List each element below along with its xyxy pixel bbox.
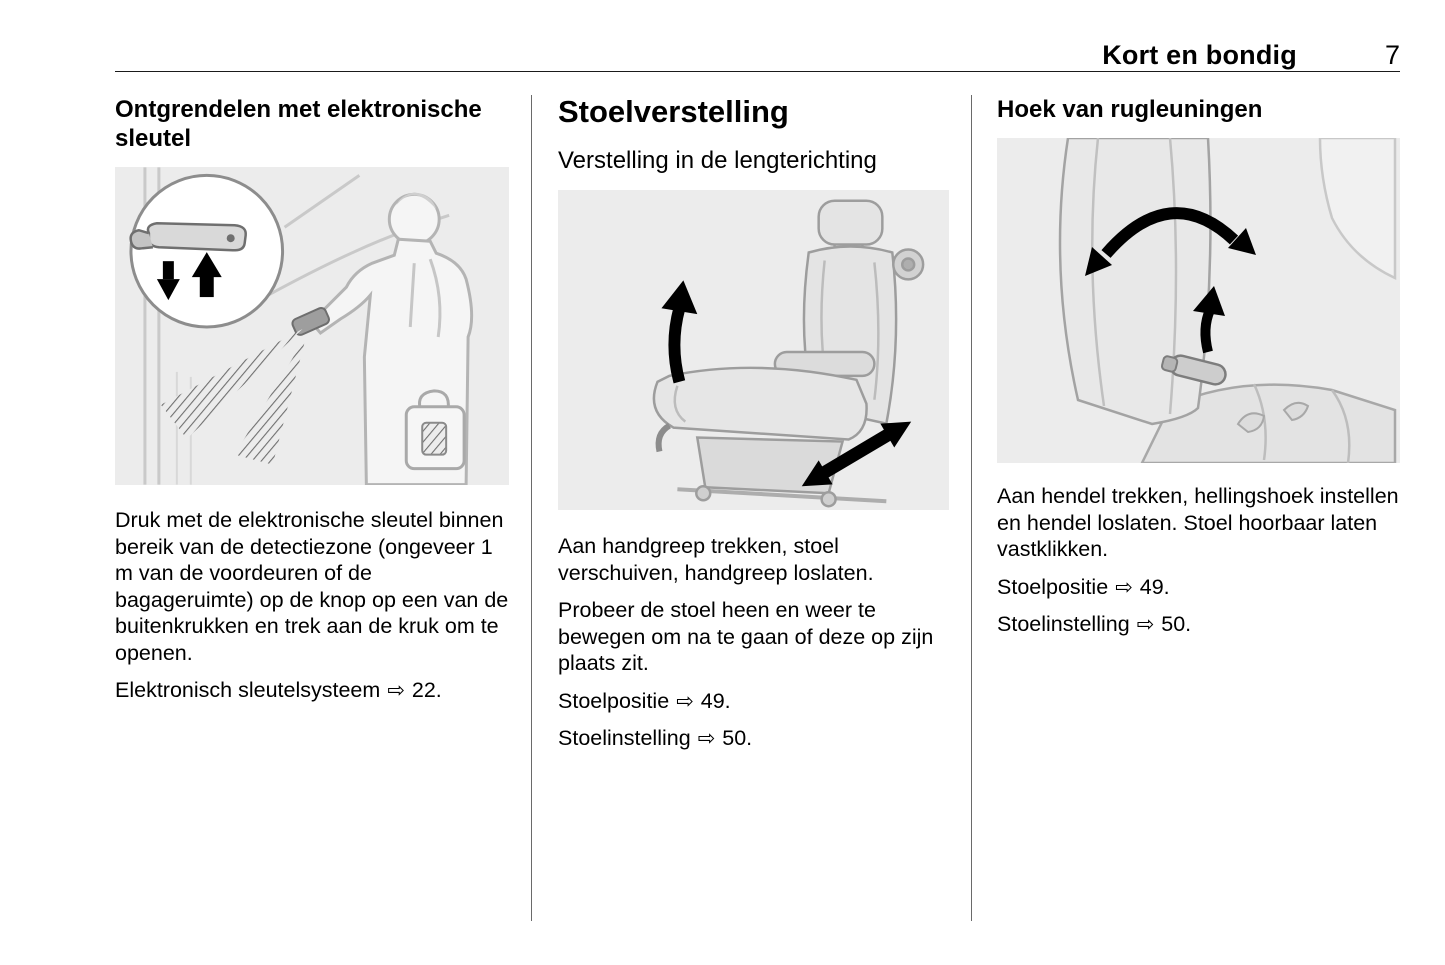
electronic-key-unlock-illustration [115, 167, 509, 485]
door-handle-inset [131, 175, 283, 327]
seat-longitudinal-svg [558, 190, 949, 510]
page-header [115, 40, 1400, 71]
page-reference: Stoelpositie ⇨ 49. [558, 688, 731, 713]
content-columns [115, 95, 1400, 921]
column-seat-adjustment [532, 95, 972, 921]
reference-arrow-icon: ⇨ [676, 689, 694, 713]
backrest [1060, 138, 1210, 424]
column-heading: Hoek van rugleuningen [997, 96, 1263, 123]
paragraph: Probeer de stoel heen en weer te bewegen om na te gaan of deze op zijn plaats zit. [558, 598, 934, 676]
section-heading: Stoelverstelling [558, 94, 789, 129]
column-unlock-electronic-key [115, 95, 532, 921]
electronic-key-unlock-svg [115, 167, 509, 485]
backrest-angle-illustration [997, 138, 1400, 463]
page-number: 7 [1384, 40, 1400, 70]
page-reference: Stoelinstelling ⇨ 50. [558, 725, 753, 750]
paragraph: Aan handgreep trekken, stoel verschuiven, handgreep loslaten. [558, 534, 874, 585]
page-reference: Stoelpositie ⇨ 49. [997, 574, 1170, 599]
reference-arrow-icon: ⇨ [1136, 612, 1155, 636]
seat-longitudinal-adjustment-illustration [558, 190, 949, 510]
reference-arrow-icon: ⇨ [387, 679, 405, 703]
paragraph: Druk met de elektronische sleutel binnen bereik van de detectiezone (ongeveer 1 m van de voordeuren of de bagageruimte) op de knop op een van de buitenkrukken en trek aan de kruk om te openen. [115, 508, 509, 665]
reference-arrow-icon: ⇨ [697, 726, 716, 750]
section-title: Kort en bondig [1102, 40, 1297, 70]
backrest-angle-svg [997, 138, 1400, 463]
column-heading: Ontgrendelen met elektronische sleutel [115, 96, 482, 153]
page-reference: Elektronisch sleutelsysteem ⇨ 22. [115, 678, 442, 703]
header-rule [115, 71, 1400, 72]
sub-heading: Verstelling in de lengterichting [558, 146, 877, 174]
paragraph: Aan hendel trekken, hellingshoek instellen en hendel loslaten. Stoel hoorbaar laten vastklikken. [997, 484, 1399, 562]
column-backrest-angle [972, 95, 1400, 921]
reference-arrow-icon: ⇨ [1115, 575, 1133, 599]
page-reference: Stoelinstelling ⇨ 50. [997, 611, 1192, 636]
